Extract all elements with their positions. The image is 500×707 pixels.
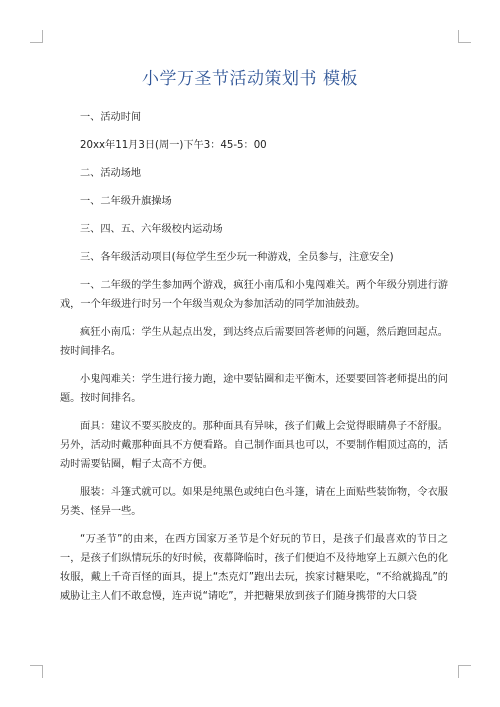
crop-mark-top-left	[30, 30, 43, 43]
crop-mark-top-right	[458, 30, 471, 43]
paragraph: 面具：建议不要买胶皮的。那种面具有异味，孩子们戴上会觉得眼睛鼻子不舒服。另外，活动时戴那种面具不方便看路。自己制作面具也可以，不要制作帽顶过高的，活动时需要钻圈，帽子太高不方便。	[60, 421, 448, 470]
crop-mark-bottom-left	[30, 665, 43, 678]
paragraph: 二、活动场地	[80, 168, 142, 179]
paragraph: 服装：斗篷式就可以。如果是纯黑色或纯白色斗篷，请在上面贴些装饰物，令衣服另类、怪异一些。	[60, 487, 448, 517]
paragraph: 小鬼闯难关：学生进行接力跑，途中要钻圈和走平衡木，还要要回答老师提出的问题。按时间排名。	[60, 374, 448, 404]
paragraph: 一、二年级升旗操场	[80, 196, 172, 207]
paragraph: 三、四、五、六年级校内运动场	[80, 224, 223, 235]
paragraph: “万圣节”的由来，在西方国家万圣节是个好玩的节日，是孩子们最喜欢的节日之一，是孩子们纵情玩乐的好时候，夜幕降临时，孩子们便迫不及待地穿上五颜六色的化妆服，戴上千奇百怪的面具，提上“杰克灯”跑出去玩，挨家讨糖果吃，“不给就捣乱”的威胁让主人们不敢怠慢，连声说“请吃”，并把糖果放到孩子们随身携带的大口袋	[60, 534, 448, 602]
document-title: 小学万圣节活动策划书 模板	[142, 69, 358, 89]
document-body	[60, 108, 448, 615]
paragraph: 疯狂小南瓜：学生从起点出发，到达终点后需要回答老师的问题，然后跑回起点。按时间排名。	[60, 327, 448, 357]
crop-mark-bottom-right	[458, 665, 471, 678]
paragraph: 20xx年11月3日(周一)下午3：45-5：00	[80, 140, 267, 151]
paragraph: 一、二年级的学生参加两个游戏，疯狂小南瓜和小鬼闯难关。两个年级分别进行游戏，一个年级进行时另一个年级当观众为参加活动的同学加油鼓劲。	[60, 280, 448, 310]
paragraph: 一、活动时间	[80, 112, 142, 123]
paragraph: 三、各年级活动项目(每位学生至少玩一种游戏，全员参与，注意安全)	[80, 252, 394, 263]
